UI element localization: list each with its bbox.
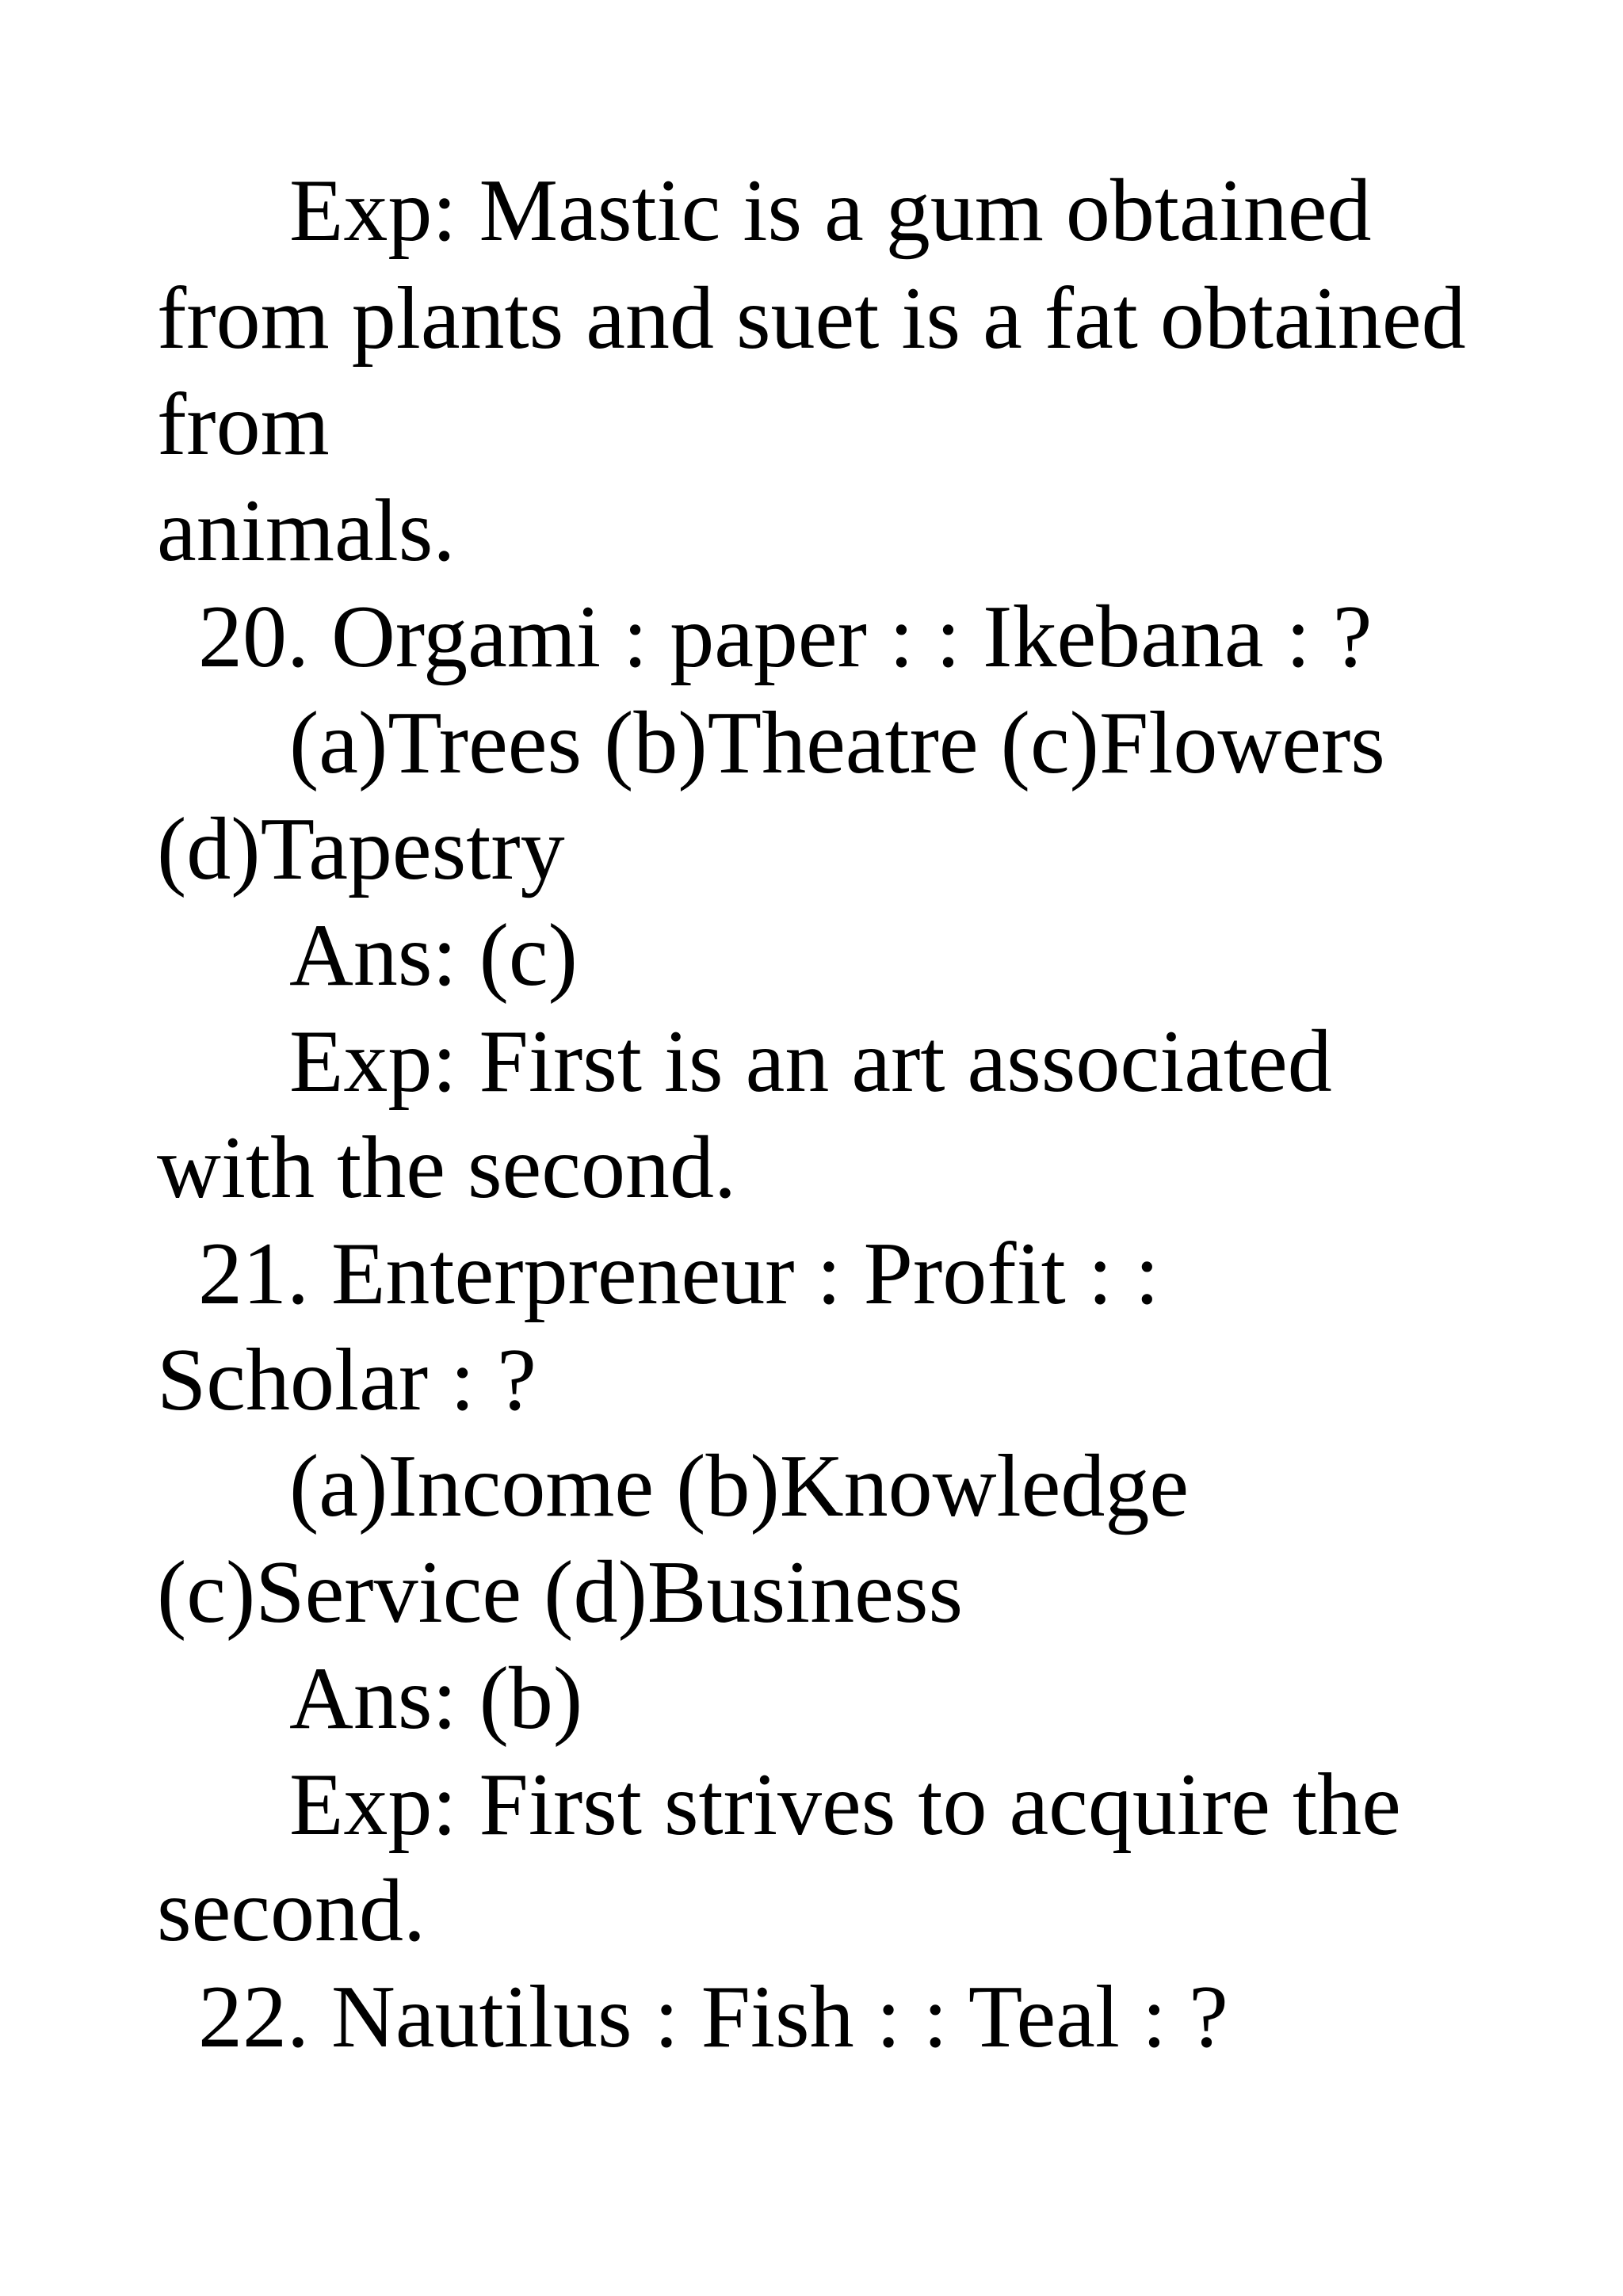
answer-20: Ans: (c) <box>289 906 578 1005</box>
answer-21: Ans: (b) <box>289 1650 583 1748</box>
question-21: 21. Enterpreneur : Profit : : <box>198 1225 1160 1323</box>
text-line: Exp: Mastic is a gum obtained <box>289 162 1372 260</box>
text-line: Exp: First strives to acquire the <box>289 1756 1401 1854</box>
text-line: Exp: First is an art associated <box>289 1013 1332 1111</box>
text-line: with the second. <box>157 1119 736 1217</box>
text-line: (d)Tapestry <box>157 800 565 898</box>
text-line: Scholar : ? <box>157 1331 537 1429</box>
text-line: from <box>157 376 330 474</box>
question-22: 22. Nautilus : Fish : : Teal : ? <box>198 1968 1228 2066</box>
text-line: (a)Income (b)Knowledge <box>289 1437 1190 1535</box>
text-line: from plants and suet is a fat obtained <box>157 269 1466 368</box>
text-line: animals. <box>157 482 456 580</box>
text-line: (c)Service (d)Business <box>157 1543 964 1642</box>
text-line: (a)Trees (b)Theatre (c)Flowers <box>289 694 1385 792</box>
text-line: second. <box>157 1862 426 1960</box>
question-20: 20. Orgami : paper : : Ikebana : ? <box>198 588 1373 686</box>
